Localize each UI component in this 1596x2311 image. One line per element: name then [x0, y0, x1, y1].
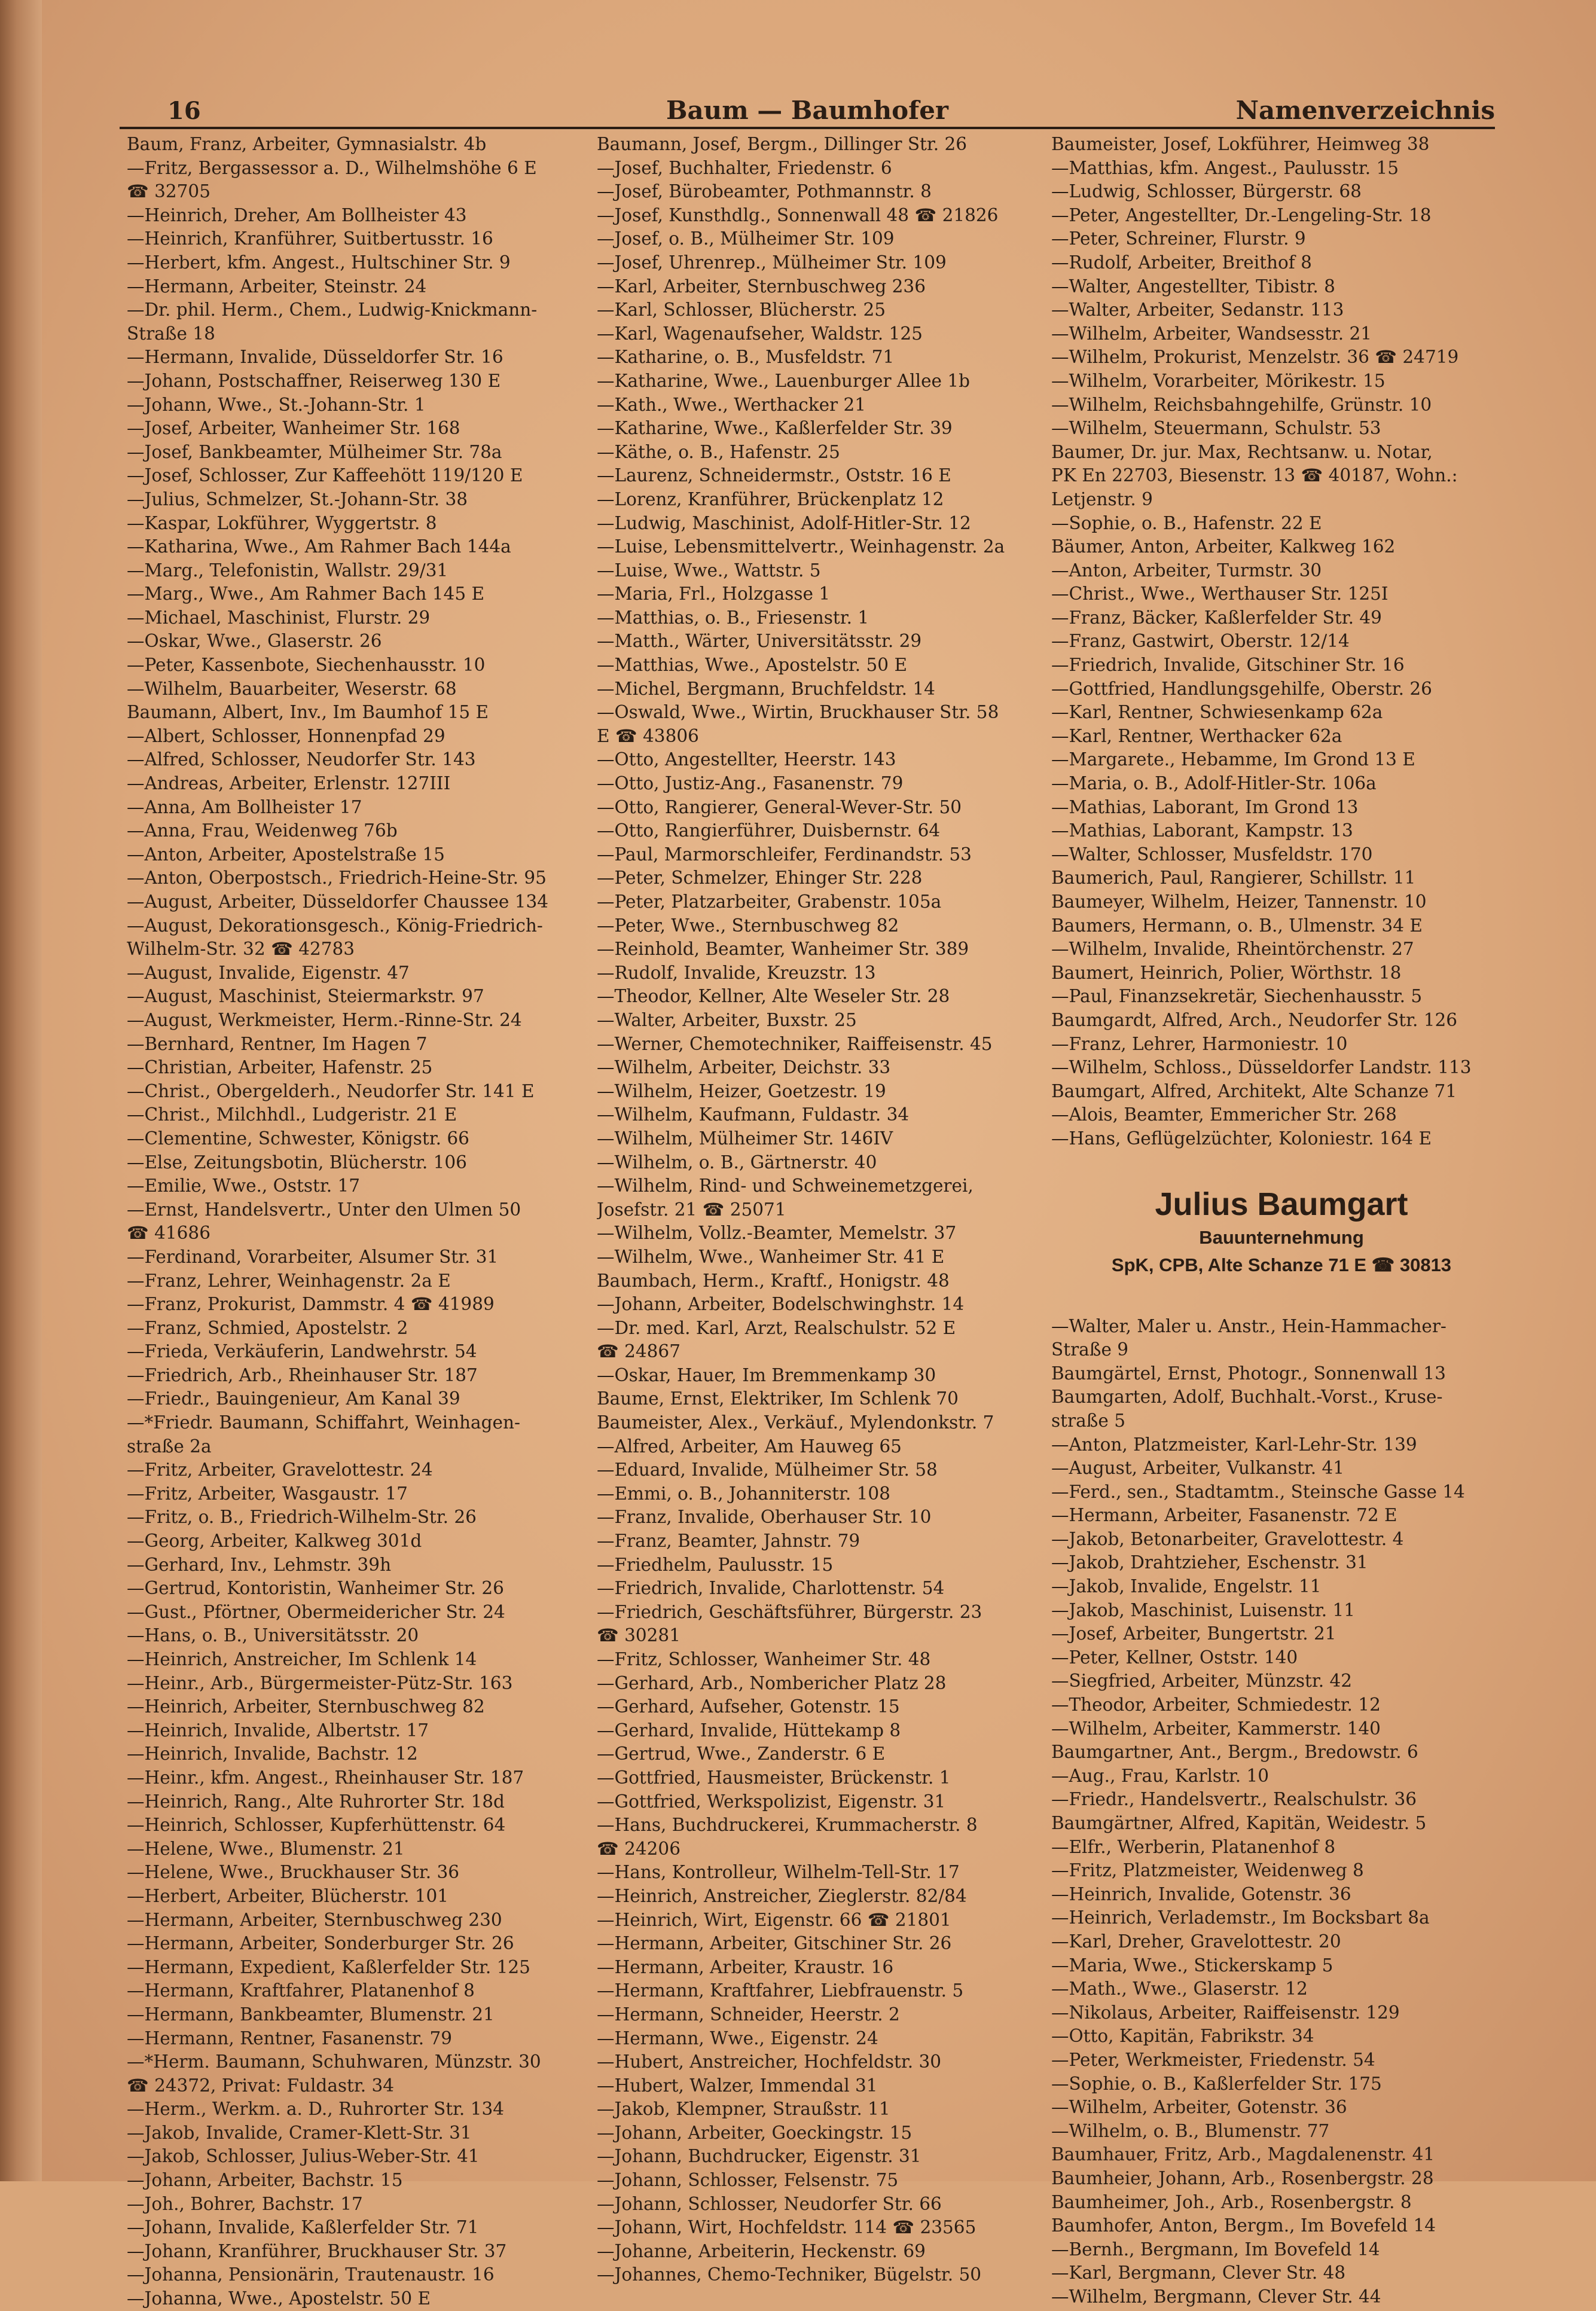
directory-entry: —Theodor, Arbeiter, Schmiedestr. 12	[1051, 1695, 1381, 1715]
directory-entry: —Walter, Arbeiter, Sedanstr. 113	[1051, 300, 1344, 320]
directory-entry: —Peter, Schreiner, Flurstr. 9	[1051, 228, 1306, 249]
directory-entry: —Friedrich, Invalide, Charlottenstr. 54	[597, 1578, 945, 1599]
directory-entry: Baumhofer, Anton, Bergm., Im Bovefeld 14	[1051, 2215, 1436, 2236]
directory-entry: —Gerhard, Inv., Lehmstr. 39h	[127, 1554, 392, 1575]
directory-entry: Bäumer, Anton, Arbeiter, Kalkweg 162	[1051, 536, 1396, 557]
directory-entry: —Peter, Kassenbote, Siechenhausstr. 10	[127, 655, 486, 676]
directory-entry: —Clementine, Schwester, Königstr. 66	[127, 1128, 469, 1149]
directory-entry: —Ferd., sen., Stadtamtm., Steinsche Gasse 14	[1051, 1481, 1465, 1502]
directory-entry: —Matth., Wärter, Universitätsstr. 29	[597, 631, 922, 652]
directory-entry: —Christ., Obergelderh., Neudorfer Str. 141 E	[127, 1080, 535, 1101]
directory-entry: —Heinr., Arb., Bürgermeister-Pütz-Str. 163	[127, 1672, 513, 1693]
directory-entry: —Anton, Arbeiter, Apostelstraße 15	[127, 844, 445, 865]
directory-entry: Baumeister, Josef, Lokführer, Heimweg 38	[1051, 134, 1430, 154]
directory-entry: —Franz, Prokurist, Dammstr. 4 ☎ 41989	[127, 1294, 495, 1315]
directory-entry: —Mathias, Laborant, Kampstr. 13	[1051, 820, 1353, 841]
directory-entry: Baumers, Hermann, o. B., Ulmenstr. 34 E	[1051, 915, 1423, 936]
directory-entry: —Johann, Schlosser, Neudorfer Str. 66	[597, 2193, 942, 2214]
directory-entry: —Karl, Dreher, Gravelottestr. 20	[1051, 1931, 1341, 1952]
directory-entry: —Fritz, Platzmeister, Weidenweg 8	[1051, 1860, 1364, 1881]
directory-entry: —Ernst, Handelsvertr., Unter den Ulmen 50	[127, 1199, 521, 1220]
directory-entry: —Helene, Wwe., Blumenstr. 21	[127, 1838, 405, 1859]
directory-entry: —Johann, Wwe., St.-Johann-Str. 1	[127, 394, 426, 415]
directory-entry: Baumann, Josef, Bergm., Dillinger Str. 26	[597, 134, 968, 154]
directory-entry: —Alfred, Schlosser, Neudorfer Str. 143	[127, 749, 476, 770]
column-3-entries	[1051, 133, 1512, 1151]
directory-entry: —Wilhelm, Prokurist, Menzelstr. 36 ☎ 24719	[1051, 347, 1459, 368]
directory-entry: —Jakob, Drahtzieher, Eschenstr. 31	[1051, 1552, 1368, 1573]
directory-entry: —Friedhelm, Paulusstr. 15	[597, 1554, 834, 1575]
directory-entry: Baumgarten, Adolf, Buchhalt.-Vorst., Kruse-	[1051, 1387, 1443, 1408]
directory-entry: —Otto, Angestellter, Heerstr. 143	[597, 749, 896, 770]
directory-entry: —Hermann, Arbeiter, Steinstr. 24	[127, 276, 427, 297]
directory-entry: —Gottfried, Hausmeister, Brückenstr. 1	[597, 1767, 951, 1788]
directory-entry: —Luise, Wwe., Wattstr. 5	[597, 560, 821, 581]
directory-entry: Baumheimer, Joh., Arb., Rosenbergstr. 8	[1051, 2191, 1412, 2212]
directory-entry: —Hubert, Anstreicher, Hochfeldstr. 30	[597, 2051, 942, 2072]
directory-entry: —Marg., Wwe., Am Rahmer Bach 145 E	[127, 584, 484, 605]
directory-entry: —Mathias, Laborant, Im Grond 13	[1051, 796, 1359, 817]
directory-entry: Letjenstr. 9	[1051, 489, 1153, 509]
directory-entry: —Josef, Kunsthdlg., Sonnenwall 48 ☎ 21826	[597, 204, 999, 225]
directory-entry: —Karl, Arbeiter, Sternbuschweg 236	[597, 276, 926, 297]
directory-entry: Baumgärtel, Ernst, Photogr., Sonnenwall 13	[1051, 1363, 1446, 1384]
directory-entry: Baumgart, Alfred, Architekt, Alte Schanze 71	[1051, 1080, 1457, 1101]
directory-entry: —Gerhard, Arb., Nombericher Platz 28	[597, 1672, 947, 1693]
directory-entry: Josefstr. 21 ☎ 25071	[597, 1199, 786, 1220]
directory-entry: ☎ 24372, Privat: Fuldastr. 34	[127, 2075, 395, 2096]
directory-entry: —Hermann, Wwe., Eigenstr. 24	[597, 2028, 878, 2049]
directory-entry: —Fritz, o. B., Friedrich-Wilhelm-Str. 26	[127, 1507, 477, 1528]
directory-entry: —Emmi, o. B., Johanniterstr. 108	[597, 1483, 890, 1504]
directory-entry: Baumerich, Paul, Rangierer, Schillstr. 11	[1051, 868, 1416, 889]
directory-entry: Baumgartner, Ant., Bergm., Bredowstr. 6	[1051, 1742, 1418, 1763]
directory-entry: —Christ., Milchhdl., Ludgeristr. 21 E	[127, 1104, 457, 1125]
directory-entry: —Heinrich, Schlosser, Kupferhüttenstr. 64	[127, 1815, 506, 1836]
directory-entry: —Fritz, Schlosser, Wanheimer Str. 48	[597, 1649, 931, 1669]
directory-entry: —Sophie, o. B., Hafenstr. 22 E	[1051, 512, 1322, 533]
directory-entry: —Wilhelm, Invalide, Rheintörchenstr. 27	[1051, 939, 1414, 960]
directory-entry: —Laurenz, Schneidermstr., Oststr. 16 E	[597, 465, 951, 486]
directory-entry: —Dr. med. Karl, Arzt, Realschulstr. 52 E	[597, 1317, 956, 1338]
directory-entry: —Josef, Arbeiter, Wanheimer Str. 168	[127, 418, 460, 439]
directory-entry: —Andreas, Arbeiter, Erlenstr. 127III	[127, 773, 451, 794]
directory-entry: —Karl, Wagenaufseher, Waldstr. 125	[597, 323, 923, 344]
directory-entry: Baumbach, Herm., Kraftf., Honigstr. 48	[597, 1270, 950, 1291]
directory-entry: —Friedrich, Geschäftsführer, Bürgerstr. 23	[597, 1601, 982, 1622]
directory-entry: —Wilhelm, o. B., Blumenstr. 77	[1051, 2120, 1330, 2141]
directory-entry: —Wilhelm, Wwe., Wanheimer Str. 41 E	[597, 1246, 945, 1267]
directory-entry: —Johann, Arbeiter, Bodelschwinghstr. 14	[597, 1294, 965, 1315]
directory-entry: —Josef, Buchhalter, Friedenstr. 6	[597, 157, 892, 178]
directory-entry: —Heinr., kfm. Angest., Rheinhauser Str. 187	[127, 1767, 524, 1788]
directory-entry: —Werner, Chemotechniker, Raiffeisenstr. 45	[597, 1033, 993, 1054]
directory-entry: Baumer, Dr. jur. Max, Rechtsanw. u. Notar,	[1051, 441, 1433, 462]
directory-entry: —Ferdinand, Vorarbeiter, Alsumer Str. 31	[127, 1246, 499, 1267]
directory-entry: —Jakob, Betonarbeiter, Gravelottestr. 4	[1051, 1528, 1404, 1549]
directory-entry: —Franz, Beamter, Jahnstr. 79	[597, 1531, 860, 1552]
directory-entry: —Wilhelm, Vorarbeiter, Mörikestr. 15	[1051, 370, 1386, 391]
directory-entry: —Otto, Kapitän, Fabrikstr. 34	[1051, 2026, 1314, 2047]
directory-entry: —Walter, Arbeiter, Buxstr. 25	[597, 1009, 857, 1030]
directory-entry: —Maria, Wwe., Stickerskamp 5	[1051, 1955, 1333, 1976]
directory-entry: —Franz, Gastwirt, Oberstr. 12/14	[1051, 631, 1350, 652]
directory-entry: —Kaspar, Lokführer, Wyggertstr. 8	[127, 512, 437, 533]
directory-entry: —Anton, Platzmeister, Karl-Lehr-Str. 139	[1051, 1434, 1417, 1455]
directory-entry: —Jakob, Invalide, Cramer-Klett-Str. 31	[127, 2122, 472, 2143]
directory-entry: —Josef, o. B., Mülheimer Str. 109	[597, 228, 895, 249]
section-title: Namenverzeichnis	[1235, 96, 1495, 125]
directory-entry: —Georg, Arbeiter, Kalkweg 301d	[127, 1531, 422, 1552]
directory-entry: —Michael, Maschinist, Flurstr. 29	[127, 607, 431, 628]
directory-entry: Baumert, Heinrich, Polier, Wörthstr. 18	[1051, 962, 1402, 983]
directory-entry: —Peter, Kellner, Oststr. 140	[1051, 1647, 1298, 1668]
directory-entry: —Josef, Bankbeamter, Mülheimer Str. 78a	[127, 441, 502, 462]
directory-entry: —Ludwig, Schlosser, Bürgerstr. 68	[1051, 181, 1362, 202]
directory-entry: —Heinrich, Invalide, Albertstr. 17	[127, 1720, 429, 1741]
directory-entry: —Ludwig, Maschinist, Adolf-Hitler-Str. 12	[597, 512, 971, 533]
directory-entry: ☎ 24206	[597, 1838, 680, 1859]
directory-entry: ☎ 32705	[127, 181, 210, 202]
directory-entry: —Johanna, Wwe., Apostelstr. 50 E	[127, 2288, 431, 2309]
directory-entry: —Alois, Beamter, Emmericher Str. 268	[1051, 1104, 1397, 1125]
directory-entry: —Josef, Arbeiter, Bungertstr. 21	[1051, 1623, 1336, 1644]
directory-entry: —August, Maschinist, Steiermarkstr. 97	[127, 986, 484, 1007]
directory-entry: —Marg., Telefonistin, Wallstr. 29/31	[127, 560, 448, 581]
directory-entry: —August, Arbeiter, Vulkanstr. 41	[1051, 1458, 1345, 1479]
directory-entry: —Hermann, Bankbeamter, Blumenstr. 21	[127, 2004, 495, 2025]
directory-entry: —Otto, Justiz-Ang., Fasanenstr. 79	[597, 773, 904, 794]
directory-entry: —Peter, Platzarbeiter, Grabenstr. 105a	[597, 892, 942, 912]
directory-entry: —Rudolf, Invalide, Kreuzstr. 13	[597, 962, 876, 983]
directory-entry: —Hermann, Arbeiter, Sonderburger Str. 26	[127, 1933, 514, 1954]
directory-entry: —Hermann, Schneider, Heerstr. 2	[597, 2004, 900, 2025]
column-2	[597, 133, 1057, 2287]
directory-entry: —Emilie, Wwe., Oststr. 17	[127, 1176, 361, 1196]
directory-entry: —Oskar, Wwe., Glaserstr. 26	[127, 631, 382, 652]
ad-contact: SpK, CPB, Alte Schanze 71 E ☎ 30813	[1111, 1254, 1452, 1275]
directory-entry: —Hubert, Walzer, Immendal 31	[597, 2075, 878, 2096]
directory-entry: —August, Werkmeister, Herm.-Rinne-Str. 24	[127, 1009, 522, 1030]
directory-entry: —Michel, Bergmann, Bruchfeldstr. 14	[597, 678, 935, 699]
directory-entry: E ☎ 43806	[597, 725, 699, 746]
directory-entry: —Peter, Wwe., Sternbuschweg 82	[597, 915, 899, 936]
directory-entry: —Franz, Bäcker, Kaßlerfelder Str. 49	[1051, 607, 1382, 628]
directory-entry: —Margarete., Hebamme, Im Grond 13 E	[1051, 749, 1415, 770]
advertisement-box	[1051, 1184, 1512, 1279]
directory-entry: —Hermann, Expedient, Kaßlerfelder Str. 125	[127, 1956, 530, 1977]
directory-entry: —August, Dekorationsgesch., König-Friedrich-	[127, 915, 543, 936]
directory-entry: —Franz, Lehrer, Weinhagenstr. 2a E	[127, 1270, 451, 1291]
directory-entry: —Heinrich, Dreher, Am Bollheister 43	[127, 204, 467, 225]
directory-entry: —Hans, Kontrolleur, Wilhelm-Tell-Str. 17	[597, 1862, 960, 1883]
directory-entry: —Heinrich, Rang., Alte Ruhrorter Str. 18d	[127, 1791, 505, 1812]
directory-entry: —Otto, Rangierführer, Duisbernstr. 64	[597, 820, 941, 841]
directory-entry: —Matthias, kfm. Angest., Paulusstr. 15	[1051, 157, 1399, 178]
column-3	[1051, 133, 1512, 2309]
directory-entry: —Franz, Schmied, Apostelstr. 2	[127, 1317, 408, 1338]
directory-entry: —Johann, Invalide, Kaßlerfelder Str. 71	[127, 2217, 479, 2238]
directory-entry: —Johann, Postschaffner, Reiserweg 130 E	[127, 370, 501, 391]
directory-entry: —Wilhelm, Arbeiter, Kammerstr. 140	[1051, 1718, 1381, 1739]
directory-entry: —Joh., Bohrer, Bachstr. 17	[127, 2193, 363, 2214]
ad-company-name: Julius Baumgart	[1155, 1186, 1408, 1222]
directory-entry: —Hermann, Arbeiter, Sternbuschweg 230	[127, 1909, 502, 1930]
directory-entry: —Oskar, Hauer, Im Bremmenkamp 30	[597, 1364, 936, 1385]
directory-entry: —Katharine, o. B., Musfeldstr. 71	[597, 347, 895, 368]
directory-entry: —Hermann, Invalide, Düsseldorfer Str. 16	[127, 347, 503, 368]
directory-entry: —Maria, o. B., Adolf-Hitler-Str. 106a	[1051, 773, 1377, 794]
directory-entry: —Johanna, Pensionärin, Trautenaustr. 16	[127, 2264, 495, 2285]
directory-entry: —Maria, Frl., Holzgasse 1	[597, 584, 831, 605]
directory-entry: —Dr. phil. Herm., Chem., Ludwig-Knickmann-	[127, 300, 538, 320]
directory-entry: straße 2a	[127, 1436, 212, 1457]
directory-entry: —Fritz, Bergassessor a. D., Wilhelmshöhe 6 E	[127, 157, 537, 178]
directory-entry: —August, Arbeiter, Düsseldorfer Chaussee 134	[127, 892, 549, 912]
directory-entry: —Johann, Wirt, Hochfeldstr. 114 ☎ 23565	[597, 2217, 976, 2238]
directory-entry: —*Herm. Baumann, Schuhwaren, Münzstr. 30	[127, 2051, 541, 2072]
directory-entry: —Johannes, Chemo-Techniker, Bügelstr. 50	[597, 2264, 982, 2285]
directory-entry: Baumgardt, Alfred, Arch., Neudorfer Str. 126	[1051, 1009, 1458, 1030]
directory-entry: Straße 9	[1051, 1339, 1129, 1360]
ad-trade: Bauunternehmung	[1199, 1226, 1364, 1248]
directory-entry: —Walter, Angestellter, Tibistr. 8	[1051, 276, 1335, 297]
running-head: Baum — Baumhofer	[666, 96, 949, 125]
directory-entry: —Wilhelm, Kaufmann, Fuldastr. 34	[597, 1104, 910, 1125]
directory-entry: —Josef, Uhrenrep., Mülheimer Str. 109	[597, 252, 947, 273]
directory-entry: —Wilhelm, Rind- und Schweinemetzgerei,	[597, 1176, 974, 1196]
directory-entry: —Julius, Schmelzer, St.-Johann-Str. 38	[127, 489, 468, 509]
directory-entry: —Friedrich, Invalide, Gitschiner Str. 16	[1051, 655, 1405, 676]
directory-entry: —Wilhelm, o. B., Gärtnerstr. 40	[597, 1152, 877, 1173]
directory-entry: —*Friedr. Baumann, Schiffahrt, Weinhagen-	[127, 1412, 520, 1433]
page-header	[120, 91, 1495, 129]
directory-entry: —Gottfried, Handlungsgehilfe, Oberstr. 26	[1051, 678, 1432, 699]
directory-entry: straße 5	[1051, 1410, 1125, 1431]
directory-entry: —Hermann, Arbeiter, Fasanenstr. 72 E	[1051, 1505, 1397, 1526]
directory-entry: —Karl, Rentner, Werthacker 62a	[1051, 725, 1342, 746]
directory-entry: —Wilhelm, Reichsbahngehilfe, Grünstr. 10	[1051, 394, 1432, 415]
directory-entry: —Albert, Schlosser, Honnenpfad 29	[127, 725, 445, 746]
directory-entry: —Fritz, Arbeiter, Gravelottestr. 24	[127, 1460, 433, 1480]
directory-entry: —Wilhelm, Vollz.-Beamter, Memelstr. 37	[597, 1223, 957, 1244]
directory-entry: —Wilhelm, Schloss., Düsseldorfer Landstr. 113	[1051, 1057, 1472, 1078]
directory-entry: —Wilhelm, Mülheimer Str. 146IV	[597, 1128, 893, 1149]
directory-entry: —Katharine, Wwe., Kaßlerfelder Str. 39	[597, 418, 953, 439]
directory-entry: —Theodor, Kellner, Alte Weseler Str. 28	[597, 986, 950, 1007]
directory-entry: —Katharine, Wwe., Lauenburger Allee 1b	[597, 370, 971, 391]
directory-entry: —Bernh., Bergmann, Im Bovefeld 14	[1051, 2239, 1380, 2260]
directory-entry: —Siegfried, Arbeiter, Münzstr. 42	[1051, 1671, 1353, 1692]
directory-entry: Baume, Ernst, Elektriker, Im Schlenk 70	[597, 1388, 959, 1409]
directory-entry: —Anna, Frau, Weidenweg 76b	[127, 820, 398, 841]
directory-entry: —Hans, o. B., Universitätsstr. 20	[127, 1625, 419, 1646]
book-binding-edge	[0, 0, 42, 2181]
directory-entry: —Karl, Bergmann, Clever Str. 48	[1051, 2263, 1346, 2283]
directory-entry: Wilhelm-Str. 32 ☎ 42783	[127, 939, 355, 960]
directory-entry: —Wilhelm, Heizer, Goetzestr. 19	[597, 1080, 886, 1101]
directory-entry: —Bernhard, Rentner, Im Hagen 7	[127, 1033, 428, 1054]
directory-entry: PK En 22703, Biesenstr. 13 ☎ 40187, Wohn.:	[1051, 465, 1458, 486]
directory-entry: —Paul, Finanzsekretär, Siechenhausstr. 5	[1051, 986, 1423, 1007]
directory-entry: —Otto, Rangierer, General-Wever-Str. 50	[597, 796, 962, 817]
directory-entry: —August, Invalide, Eigenstr. 47	[127, 962, 410, 983]
directory-entry: —Kath., Wwe., Werthacker 21	[597, 394, 866, 415]
directory-entry: ☎ 24867	[597, 1341, 680, 1362]
directory-entry: —Herbert, Arbeiter, Blücherstr. 101	[127, 1885, 449, 1906]
directory-entry: —Elfr., Werberin, Platanenhof 8	[1051, 1836, 1336, 1857]
directory-entry: —Gust., Pförtner, Obermeidericher Str. 24	[127, 1601, 505, 1622]
directory-entry: Baumeister, Alex., Verkäuf., Mylendonkstr. 7	[597, 1412, 994, 1433]
directory-entry: —Johanne, Arbeiterin, Heckenstr. 69	[597, 2240, 926, 2261]
directory-entry: —Herbert, kfm. Angest., Hultschiner Str. 9	[127, 252, 511, 273]
directory-entry: —Herm., Werkm. a. D., Ruhrorter Str. 134	[127, 2099, 504, 2120]
directory-entry: —Heinrich, Invalide, Bachstr. 12	[127, 1744, 418, 1764]
directory-entry: —Luise, Lebensmittelvertr., Weinhagenstr. 2a	[597, 536, 1005, 557]
directory-entry: —Johann, Kranführer, Bruckhauser Str. 37	[127, 2240, 507, 2261]
directory-entry: —Heinrich, Kranführer, Suitbertusstr. 16	[127, 228, 493, 249]
directory-entry: —Peter, Werkmeister, Friedenstr. 54	[1051, 2049, 1375, 2070]
directory-entry: —Gerhard, Aufseher, Gotenstr. 15	[597, 1696, 900, 1717]
directory-entry: —Christ., Wwe., Werthauser Str. 125I	[1051, 584, 1389, 605]
directory-entry: —Käthe, o. B., Hafenstr. 25	[597, 441, 840, 462]
directory-entry: —Johann, Arbeiter, Bachstr. 15	[127, 2170, 403, 2191]
directory-entry: —Heinrich, Wirt, Eigenstr. 66 ☎ 21801	[597, 1909, 951, 1930]
directory-entry: —Hans, Buchdruckerei, Krummacherstr. 8	[597, 1815, 978, 1836]
directory-entry: —Jakob, Schlosser, Julius-Weber-Str. 41	[127, 2146, 480, 2167]
directory-entry: —Helene, Wwe., Bruckhauser Str. 36	[127, 1862, 460, 1883]
directory-entry: —Eduard, Invalide, Mülheimer Str. 58	[597, 1460, 938, 1480]
directory-entry: —Christian, Arbeiter, Hafenstr. 25	[127, 1057, 433, 1078]
directory-entry: —Peter, Angestellter, Dr.-Lengeling-Str. 18	[1051, 204, 1432, 225]
directory-entry: —Hermann, Kraftfahrer, Liebfrauenstr. 5	[597, 1980, 964, 2001]
column-1	[127, 133, 587, 2311]
directory-entry: —Math., Wwe., Glaserstr. 12	[1051, 1979, 1308, 1999]
directory-entry: ☎ 41686	[127, 1223, 210, 1244]
directory-entry: Baumhauer, Fritz, Arb., Magdalenenstr. 41	[1051, 2144, 1435, 2165]
directory-entry: —Gertrud, Kontoristin, Wanheimer Str. 26	[127, 1578, 504, 1599]
directory-entry: —Walter, Maler u. Anstr., Hein-Hammacher-	[1051, 1315, 1447, 1336]
directory-entry: —Hans, Geflügelzüchter, Koloniestr. 164 E	[1051, 1128, 1432, 1149]
directory-entry: —Reinhold, Beamter, Wanheimer Str. 389	[597, 939, 969, 960]
directory-entry: —Johann, Buchdrucker, Eigenstr. 31	[597, 2146, 921, 2167]
directory-entry: —Hermann, Kraftfahrer, Platanenhof 8	[127, 1980, 475, 2001]
directory-entry: —Gertrud, Wwe., Zanderstr. 6 E	[597, 1744, 886, 1764]
directory-entry: —Sophie, o. B., Kaßlerfelder Str. 175	[1051, 2073, 1382, 2094]
directory-entry: —Friedr., Handelsvertr., Realschulstr. 36	[1051, 1789, 1417, 1810]
directory-entry: —Rudolf, Arbeiter, Breithof 8	[1051, 252, 1312, 273]
directory-entry: —Hermann, Arbeiter, Gitschiner Str. 26	[597, 1933, 952, 1954]
directory-entry: Baum, Franz, Arbeiter, Gymnasialstr. 4b	[127, 134, 487, 154]
directory-entry: —Paul, Marmorschleifer, Ferdinandstr. 53	[597, 844, 972, 865]
directory-entry: Straße 18	[127, 323, 215, 344]
directory-entry: —Wilhelm, Bauarbeiter, Weserstr. 68	[127, 678, 457, 699]
directory-entry: —Wilhelm, Bergmann, Clever Str. 44	[1051, 2286, 1381, 2307]
directory-entry: —Karl, Rentner, Schwiesenkamp 62a	[1051, 702, 1383, 723]
directory-entry: —Friedrich, Arb., Rheinhauser Str. 187	[127, 1364, 478, 1385]
directory-entry: —Gerhard, Invalide, Hüttekamp 8	[597, 1720, 901, 1741]
directory-entry: —Matthias, o. B., Friesenstr. 1	[597, 607, 869, 628]
directory-entry: —Friedr., Bauingenieur, Am Kanal 39	[127, 1388, 460, 1409]
directory-entry: —Heinrich, Verlademstr., Im Bocksbart 8a	[1051, 1907, 1430, 1928]
column-3-entries-after-ad	[1051, 1315, 1512, 2309]
directory-entry: —Heinrich, Arbeiter, Sternbuschweg 82	[127, 1696, 485, 1717]
directory-entry: —Wilhelm, Steuermann, Schulstr. 53	[1051, 418, 1381, 439]
directory-entry: Baumann, Albert, Inv., Im Baumhof 15 E	[127, 702, 489, 723]
directory-entry: Baumheier, Johann, Arb., Rosenbergstr. 28	[1051, 2167, 1434, 2188]
directory-entry: —Wilhelm, Arbeiter, Deichstr. 33	[597, 1057, 891, 1078]
directory-entry: —Jakob, Klempner, Straußstr. 11	[597, 2099, 890, 2120]
directory-entry: —Heinrich, Invalide, Gotenstr. 36	[1051, 1883, 1351, 1904]
directory-entry: —Josef, Schlosser, Zur Kaffeehött 119/120 E	[127, 465, 523, 486]
directory-entry: —Matthias, Wwe., Apostelstr. 50 E	[597, 655, 907, 676]
directory-entry: —Else, Zeitungsbotin, Blücherstr. 106	[127, 1152, 467, 1173]
directory-entry: —Franz, Lehrer, Harmoniestr. 10	[1051, 1033, 1348, 1054]
directory-entry: —Frieda, Verkäuferin, Landwehrstr. 54	[127, 1341, 477, 1362]
directory-entry: —Alfred, Arbeiter, Am Hauweg 65	[597, 1436, 902, 1457]
directory-entry: —Gottfried, Werkspolizist, Eigenstr. 31	[597, 1791, 946, 1812]
directory-entry: —Jakob, Invalide, Engelstr. 11	[1051, 1576, 1322, 1597]
directory-entry: —Fritz, Arbeiter, Wasgaustr. 17	[127, 1483, 408, 1504]
directory-entry: —Anton, Arbeiter, Turmstr. 30	[1051, 560, 1322, 581]
directory-entry: —Josef, Bürobeamter, Pothmannstr. 8	[597, 181, 932, 202]
directory-entry: —Aug., Frau, Karlstr. 10	[1051, 1765, 1270, 1786]
directory-entry: Baumeyer, Wilhelm, Heizer, Tannenstr. 10	[1051, 892, 1427, 912]
directory-entry: —Anton, Oberpostsch., Friedrich-Heine-Str. 95	[127, 868, 547, 889]
directory-entry: —Johann, Arbeiter, Goeckingstr. 15	[597, 2122, 913, 2143]
directory-entry: —Katharina, Wwe., Am Rahmer Bach 144a	[127, 536, 511, 557]
directory-entry: —Franz, Invalide, Oberhauser Str. 10	[597, 1507, 932, 1528]
directory-entry: —Nikolaus, Arbeiter, Raiffeisenstr. 129	[1051, 2002, 1400, 2023]
directory-entry: —Karl, Schlosser, Blücherstr. 25	[597, 300, 886, 320]
directory-entry: —Hermann, Arbeiter, Kraustr. 16	[597, 1956, 894, 1977]
directory-entry: —Heinrich, Anstreicher, Im Schlenk 14	[127, 1649, 477, 1669]
directory-entry: Baumgärtner, Alfred, Kapitän, Weidestr. 5	[1051, 1813, 1427, 1833]
directory-entry: —Lorenz, Kranführer, Brückenplatz 12	[597, 489, 944, 509]
directory-entry: —Anna, Am Bollheister 17	[127, 796, 362, 817]
directory-entry: —Peter, Schmelzer, Ehinger Str. 228	[597, 868, 923, 889]
page-number: 16	[167, 97, 201, 125]
directory-entry: —Heinrich, Anstreicher, Zieglerstr. 82/84	[597, 1885, 967, 1906]
directory-entry: —Oswald, Wwe., Wirtin, Bruckhauser Str. 58	[597, 702, 999, 723]
directory-entry: —Johann, Schlosser, Felsenstr. 75	[597, 2170, 899, 2191]
directory-entry: —Wilhelm, Arbeiter, Gotenstr. 36	[1051, 2097, 1347, 2118]
directory-entry: —Walter, Schlosser, Musfeldstr. 170	[1051, 844, 1373, 865]
directory-entry: ☎ 30281	[597, 1625, 680, 1646]
directory-entry: —Jakob, Maschinist, Luisenstr. 11	[1051, 1599, 1356, 1620]
directory-entry: —Hermann, Rentner, Fasanenstr. 79	[127, 2028, 453, 2049]
directory-entry: —Wilhelm, Arbeiter, Wandsesstr. 21	[1051, 323, 1372, 344]
